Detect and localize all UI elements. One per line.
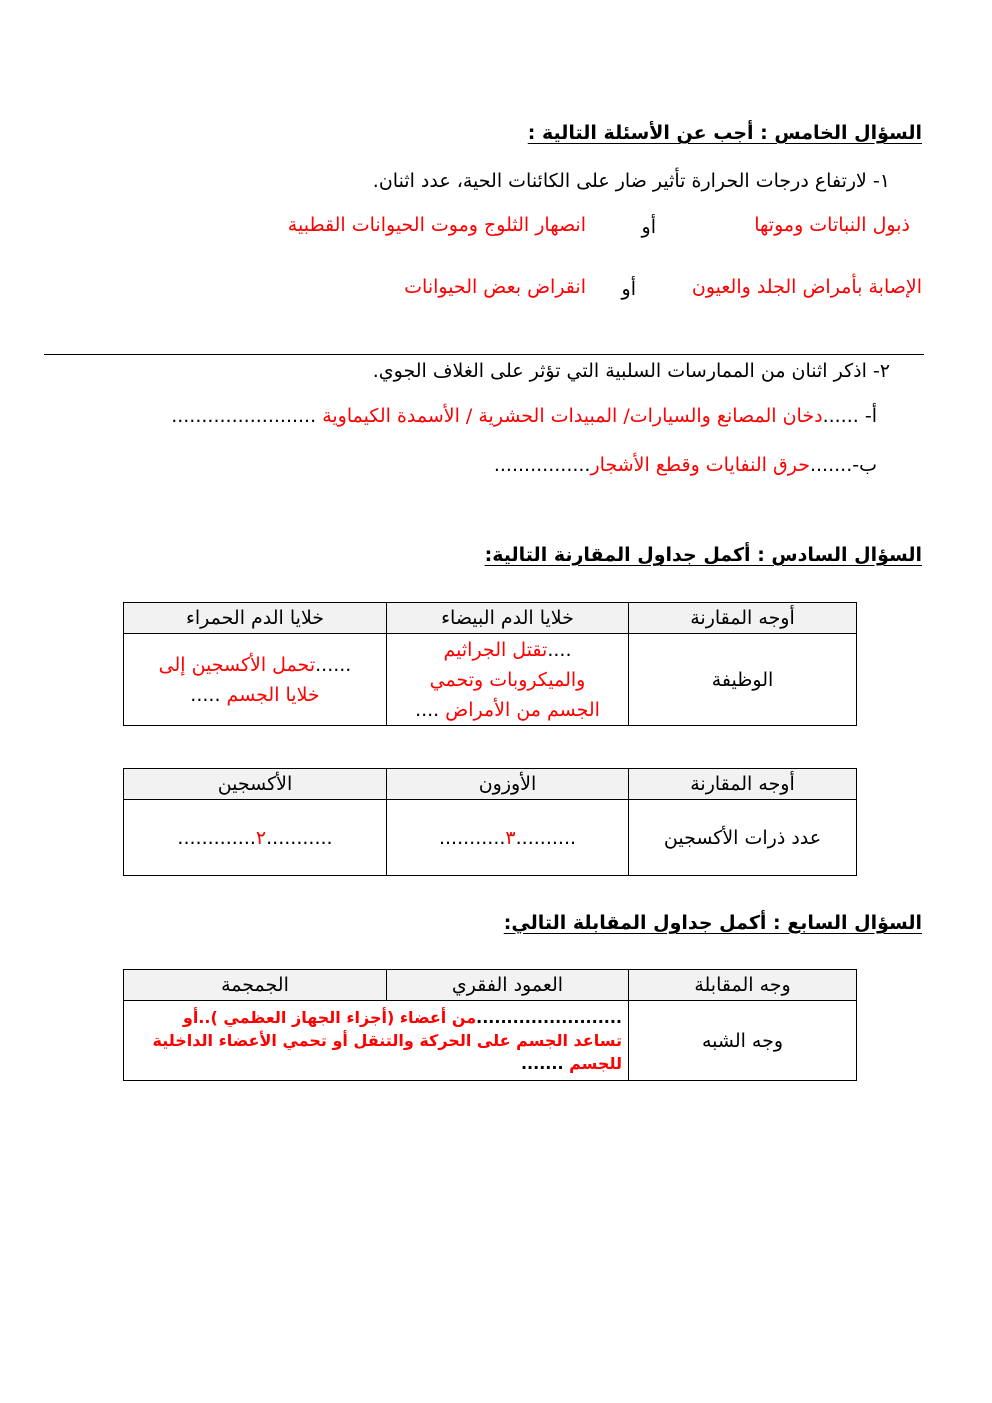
item-2a-dots-post: ........................	[171, 405, 323, 427]
q5-answer-1a: ذبول النباتات وموتها	[754, 214, 910, 236]
table-header-cell: أوجه المقارنة	[629, 769, 857, 800]
cell-similarity-answer	[124, 1001, 629, 1081]
table-row	[124, 1001, 857, 1081]
table-header-cell: خلايا الدم الحمراء	[124, 603, 387, 634]
matching-table-spine-skull	[123, 969, 857, 1081]
answer-line: الجسم من الأمراض	[445, 698, 600, 721]
q5-or-1: أو	[641, 216, 656, 238]
item-2b-label: ب-	[852, 454, 877, 476]
q5-item-2: ٢- اذكر اثنان من الممارسات السلبية التي تؤثر على الغلاف الجوي.	[372, 360, 890, 382]
answer-line: من أعضاء (أجزاء الجهاز العظمي )..أو	[182, 1008, 477, 1027]
table-header-row	[124, 769, 857, 800]
q5-answer-2a: الإصابة بأمراض الجلد والعيون	[691, 276, 922, 298]
item-2a-answer: دخان المصانع والسيارات/ المبيدات الحشرية / الأسمدة الكيماوية	[322, 405, 823, 427]
cell-oxygen-atoms	[124, 800, 387, 876]
table-row	[124, 800, 857, 876]
table-row	[124, 634, 857, 726]
answer-line: تقتل الجراثيم	[443, 638, 548, 661]
table-header-cell: خلايا الدم البيضاء	[387, 603, 629, 634]
row-label-oxygen-atoms: عدد ذرات الأكسجين	[629, 800, 857, 876]
table-header-cell: وجه المقابلة	[629, 970, 857, 1001]
dots: ...........	[266, 826, 333, 849]
q5-answer-1b: انصهار الثلوج وموت الحيوانات القطبية	[287, 214, 586, 236]
cell-red-cells-function	[124, 634, 387, 726]
cell-white-cells-function	[387, 634, 629, 726]
comparison-table-ozone-oxygen	[123, 768, 857, 876]
item-2b-dots-post: ................	[493, 454, 591, 476]
q5-item-1: ١- لارتفاع درجات الحرارة تأثير ضار على الكائنات الحية، عدد اثنان.	[372, 170, 890, 192]
answer-line: تحمل الأكسجين إلى	[158, 653, 316, 676]
table-header-cell: العمود الفقري	[387, 970, 629, 1001]
answer-line: تساعد الجسم على الحركة والتنقل أو تحمي الأعضاء الداخلية	[152, 1031, 622, 1050]
table-header-cell: الأكسجين	[124, 769, 387, 800]
table-header-cell: الأوزون	[387, 769, 629, 800]
table-header-row	[124, 603, 857, 634]
cell-ozone-atoms	[387, 800, 629, 876]
item-2a-dots-pre: ......	[822, 405, 859, 427]
answer-line: والميكروبات وتحمي	[429, 668, 586, 691]
table-header-row	[124, 970, 857, 1001]
table-header-cell: أوجه المقارنة	[629, 603, 857, 634]
dots: .......	[520, 1054, 570, 1073]
q7-heading: السؤال السابع : أكمل جداول المقابلة التالي:	[503, 912, 922, 934]
answer-value: ٢	[255, 826, 267, 849]
item-2b-dots-pre: .......	[809, 454, 853, 476]
dots: ....	[547, 638, 572, 661]
row-label-function: الوظيفة	[629, 634, 857, 726]
dots: ..........	[515, 826, 577, 849]
q5-answer-2b: انقراض بعض الحيوانات	[404, 276, 586, 298]
q5-heading: السؤال الخامس : أجب عن الأسئلة التالية :	[527, 122, 922, 144]
dots: ....	[415, 698, 446, 721]
dots: ........................	[476, 1008, 622, 1027]
q6-heading: السؤال السادس : أكمل جداول المقارنة التالية:	[484, 544, 922, 566]
dots: ......	[315, 653, 352, 676]
section-divider	[44, 354, 924, 355]
answer-value: ٣	[505, 826, 516, 849]
q5-item-2b	[494, 454, 877, 476]
comparison-table-blood-cells	[123, 602, 857, 726]
item-2b-answer: حرق النفايات وقطع الأشجار	[590, 454, 810, 476]
q5-or-2: أو	[621, 278, 636, 300]
table-header-cell: الجمجمة	[124, 970, 387, 1001]
dots: ...........	[438, 826, 506, 849]
answer-line: للجسم	[569, 1054, 622, 1073]
dots: .....	[190, 683, 227, 706]
answer-line: خلايا الجسم	[226, 683, 320, 706]
item-2a-label: أ-	[864, 405, 877, 427]
row-label-similarity: وجه الشبه	[629, 1001, 857, 1081]
dots: .............	[177, 826, 256, 849]
q5-item-2a	[171, 405, 877, 427]
